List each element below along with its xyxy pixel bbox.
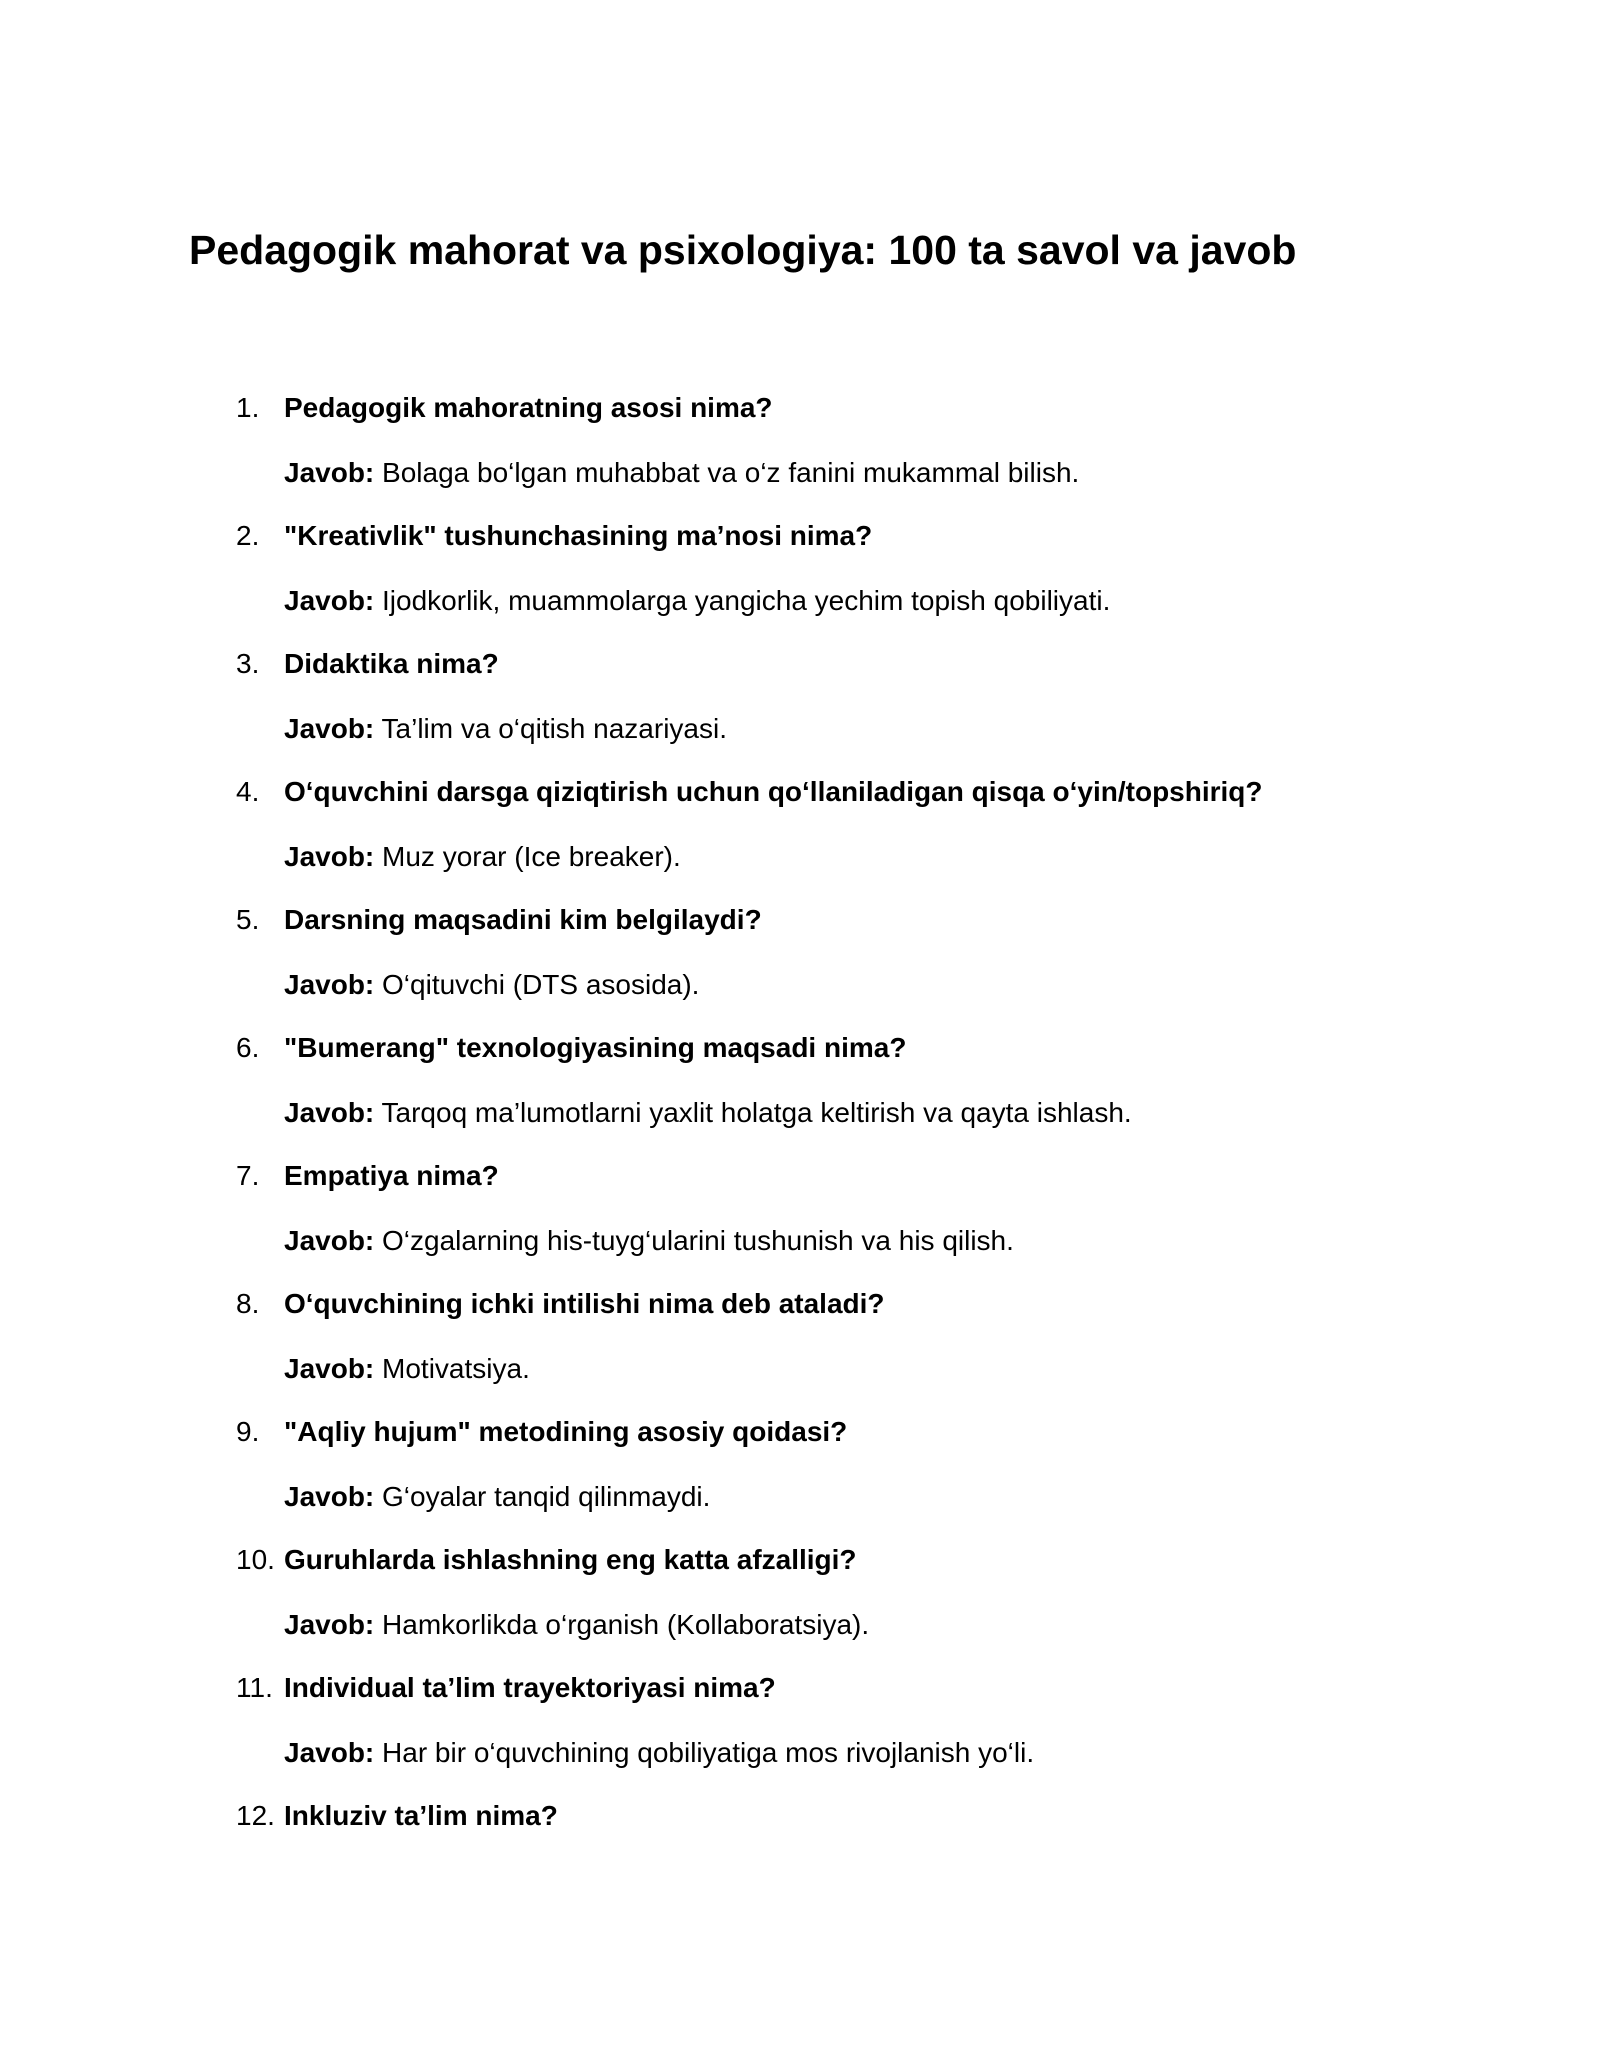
question-text: O‘quvchining ichki intilishi nima deb ataladi? xyxy=(284,1288,885,1319)
answer-line xyxy=(284,1479,710,1515)
question-number: 4. xyxy=(236,776,260,807)
list-item xyxy=(0,1670,1600,1800)
answer-line xyxy=(284,711,727,747)
answer-text: O‘qituvchi (DTS asosida). xyxy=(382,969,700,1000)
answer-line xyxy=(284,1351,530,1387)
list-item xyxy=(0,1286,1600,1416)
question-number: 9. xyxy=(236,1416,260,1447)
question-text: Pedagogik mahoratning asosi nima? xyxy=(284,392,773,423)
answer-line xyxy=(284,583,1110,619)
question-text: O‘quvchini darsga qiziqtirish uchun qo‘llaniladigan qisqa o‘yin/topshiriq? xyxy=(284,776,1263,807)
answer-label: Javob: xyxy=(284,1225,375,1256)
answer-text: Har bir o‘quvchining qobiliyatiga mos rivojlanish yo‘li. xyxy=(382,1737,1035,1768)
question-number: 2. xyxy=(236,520,260,551)
question-number: 3. xyxy=(236,648,260,679)
question-text: Inkluziv ta’lim nima? xyxy=(284,1800,558,1831)
question-text: "Aqliy hujum" metodining asosiy qoidasi? xyxy=(284,1416,848,1447)
question-number: 10. xyxy=(236,1544,275,1575)
question-text: Individual ta’lim trayektoriyasi nima? xyxy=(284,1672,776,1703)
answer-text: Muz yorar (Ice breaker). xyxy=(382,841,681,872)
list-item xyxy=(0,774,1600,904)
list-item xyxy=(0,390,1600,520)
question-number: 12. xyxy=(236,1800,275,1831)
question-text: Darsning maqsadini kim belgilaydi? xyxy=(284,904,762,935)
list-item xyxy=(0,1798,1600,1928)
list-item xyxy=(0,902,1600,1032)
question-number: 11. xyxy=(236,1672,273,1703)
answer-text: O‘zgalarning his-tuyg‘ularini tushunish va his qilish. xyxy=(382,1225,1014,1256)
answer-line xyxy=(284,1607,869,1643)
answer-line xyxy=(284,967,699,1003)
question-text: "Bumerang" texnologiyasining maqsadi nima? xyxy=(284,1032,907,1063)
question-text: "Kreativlik" tushunchasining ma’nosi nima? xyxy=(284,520,873,551)
answer-text: Ta’lim va o‘qitish nazariyasi. xyxy=(381,713,727,744)
answer-text: Bolaga bo‘lgan muhabbat va o‘z fanini mukammal bilish. xyxy=(382,457,1080,488)
list-item xyxy=(0,646,1600,776)
question-text: Guruhlarda ishlashning eng katta afzalligi? xyxy=(284,1544,857,1575)
answer-text: Hamkorlikda o‘rganish (Kollaboratsiya). xyxy=(382,1609,870,1640)
answer-text: Ijodkorlik, muammolarga yangicha yechim topish qobiliyati. xyxy=(382,585,1111,616)
document-title: Pedagogik mahorat va psixologiya: 100 ta savol va javob xyxy=(189,227,1297,273)
question-number: 8. xyxy=(236,1288,260,1319)
list-item xyxy=(0,1542,1600,1672)
list-item xyxy=(0,1414,1600,1544)
answer-line xyxy=(284,455,1079,491)
answer-label: Javob: xyxy=(284,585,375,616)
answer-label: Javob: xyxy=(284,1737,375,1768)
answer-label: Javob: xyxy=(284,713,375,744)
answer-label: Javob: xyxy=(284,457,375,488)
answer-label: Javob: xyxy=(284,1609,375,1640)
answer-label: Javob: xyxy=(284,841,375,872)
question-number: 1. xyxy=(236,392,260,423)
answer-text: Tarqoq ma’lumotlarni yaxlit holatga keltirish va qayta ishlash. xyxy=(381,1097,1132,1128)
answer-label: Javob: xyxy=(284,1097,375,1128)
list-item xyxy=(0,518,1600,648)
answer-text: Motivatsiya. xyxy=(382,1353,530,1384)
answer-line xyxy=(284,1223,1014,1259)
question-number: 7. xyxy=(236,1160,260,1191)
list-item xyxy=(0,1030,1600,1160)
answer-label: Javob: xyxy=(284,1353,375,1384)
question-text: Didaktika nima? xyxy=(284,648,499,679)
answer-label: Javob: xyxy=(284,1481,375,1512)
question-number: 5. xyxy=(236,904,260,935)
answer-line xyxy=(284,1735,1034,1771)
list-item xyxy=(0,1158,1600,1288)
answer-label: Javob: xyxy=(284,969,375,1000)
question-text: Empatiya nima? xyxy=(284,1160,499,1191)
answer-line xyxy=(284,1095,1132,1131)
answer-line xyxy=(284,839,681,875)
answer-text: G‘oyalar tanqid qilinmaydi. xyxy=(382,1481,711,1512)
question-number: 6. xyxy=(236,1032,260,1063)
